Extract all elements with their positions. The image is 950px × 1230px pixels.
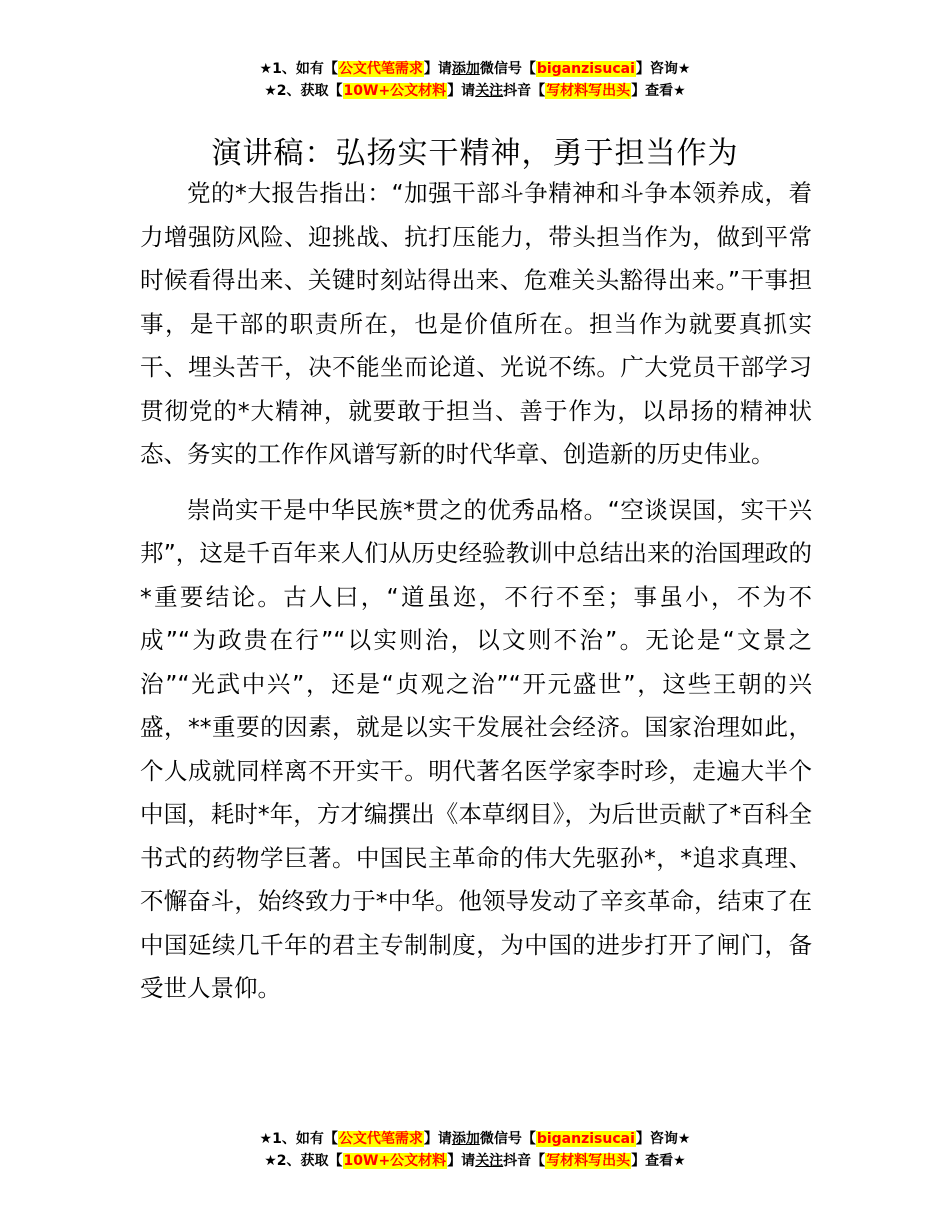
footer-line-2-underline: 关注 — [475, 1153, 504, 1169]
footer-line-2-mid2: 抖音【 — [503, 1153, 546, 1169]
footer-line-1-mid2: 微信号【 — [479, 1131, 536, 1147]
header-line-2-mid: 】请 — [447, 83, 476, 99]
footer-line-1-underline: 添加 — [451, 1131, 480, 1147]
header-line-1-pre: ★1、如有【 — [259, 61, 338, 77]
footer-line-1-pre: ★1、如有【 — [259, 1131, 338, 1147]
header-line-2-highlight-materials: 10W+公文材料 — [343, 83, 447, 99]
footer-line-2-highlight-douyin: 写材料写出头 — [546, 1153, 631, 1169]
footer-line-1-highlight-service: 公文代笔需求 — [338, 1131, 423, 1147]
document-body — [140, 172, 812, 1023]
footer-line-2 — [0, 1150, 950, 1172]
header-line-2 — [0, 80, 950, 102]
header-line-1-highlight-service: 公文代笔需求 — [338, 61, 423, 77]
header-line-1-highlight-wechat: biganzisucai — [536, 61, 635, 77]
footer-line-2-mid: 】请 — [447, 1153, 476, 1169]
footer-line-2-pre: ★2、获取【 — [264, 1153, 343, 1169]
header-line-2-mid2: 抖音【 — [503, 83, 546, 99]
body-paragraph-2: 崇尚实干是中华民族*贯之的优秀品格。“空谈误国，实干兴邦”，这是千百年来人们从历史经验教训中总结出来的治国理政的*重要结论。古人曰，“道虽迩，不行不至；事虽小，不为不成”“为政贵在行”“以实则治，以文则不治”。无论是“文景之治”“光武中兴”，还是“贞观之治”“开元盛世”，这些王朝的兴盛，**重要的因素，就是以实干发展社会经济。国家治理如此，个人成就同样离不开实干。明代著名医学家李时珍，走遍大半个中国，耗时*年，方才编撰出《本草纲目》，为后世贡献了*百科全书式的药物学巨著。中国民主革命的伟大先驱孙*，*追求真理、不懈奋斗，始终致力于*中华。他领导发动了辛亥革命，结束了在中国延续几千年的君主专制制度，为中国的进步打开了闸门，备受世人景仰。 — [140, 495, 812, 1002]
header-line-1-mid2: 微信号【 — [479, 61, 536, 77]
document-title: 演讲稿：弘扬实干精神，勇于担当作为 — [211, 136, 739, 172]
header-line-2-highlight-douyin: 写材料写出头 — [546, 83, 631, 99]
header-banner — [0, 58, 950, 102]
header-line-1 — [0, 58, 950, 80]
footer-line-2-highlight-materials: 10W+公文材料 — [343, 1153, 447, 1169]
header-line-2-post: 】查看★ — [631, 83, 686, 99]
header-line-2-pre: ★2、获取【 — [264, 83, 343, 99]
footer-line-1-mid: 】请 — [423, 1131, 452, 1147]
footer-line-2-post: 】查看★ — [631, 1153, 686, 1169]
header-line-1-underline: 添加 — [451, 61, 480, 77]
header-line-1-post: 】咨询★ — [635, 61, 691, 77]
footer-banner — [0, 1128, 950, 1172]
footer-line-1-post: 】咨询★ — [635, 1131, 691, 1147]
header-line-2-underline: 关注 — [475, 83, 504, 99]
footer-line-1 — [0, 1128, 950, 1150]
body-paragraph-1: 党的*大报告指出：“加强干部斗争精神和斗争本领养成，着力增强防风险、迎挑战、抗打压能力，带头担当作为，做到平常时候看得出来、关键时刻站得出来、危难关头豁得出来。”干事担事，是干部的职责所在，也是价值所在。担当作为就要真抓实干、埋头苦干，决不能坐而论道、光说不练。广大党员干部学习贯彻党的*大精神，就要敢于担当、善于作为，以昂扬的精神状态、务实的工作作风谱写新的时代华章、创造新的历史伟业。 — [140, 179, 812, 468]
header-line-1-mid: 】请 — [423, 61, 452, 77]
footer-line-1-highlight-wechat: biganzisucai — [536, 1131, 635, 1147]
